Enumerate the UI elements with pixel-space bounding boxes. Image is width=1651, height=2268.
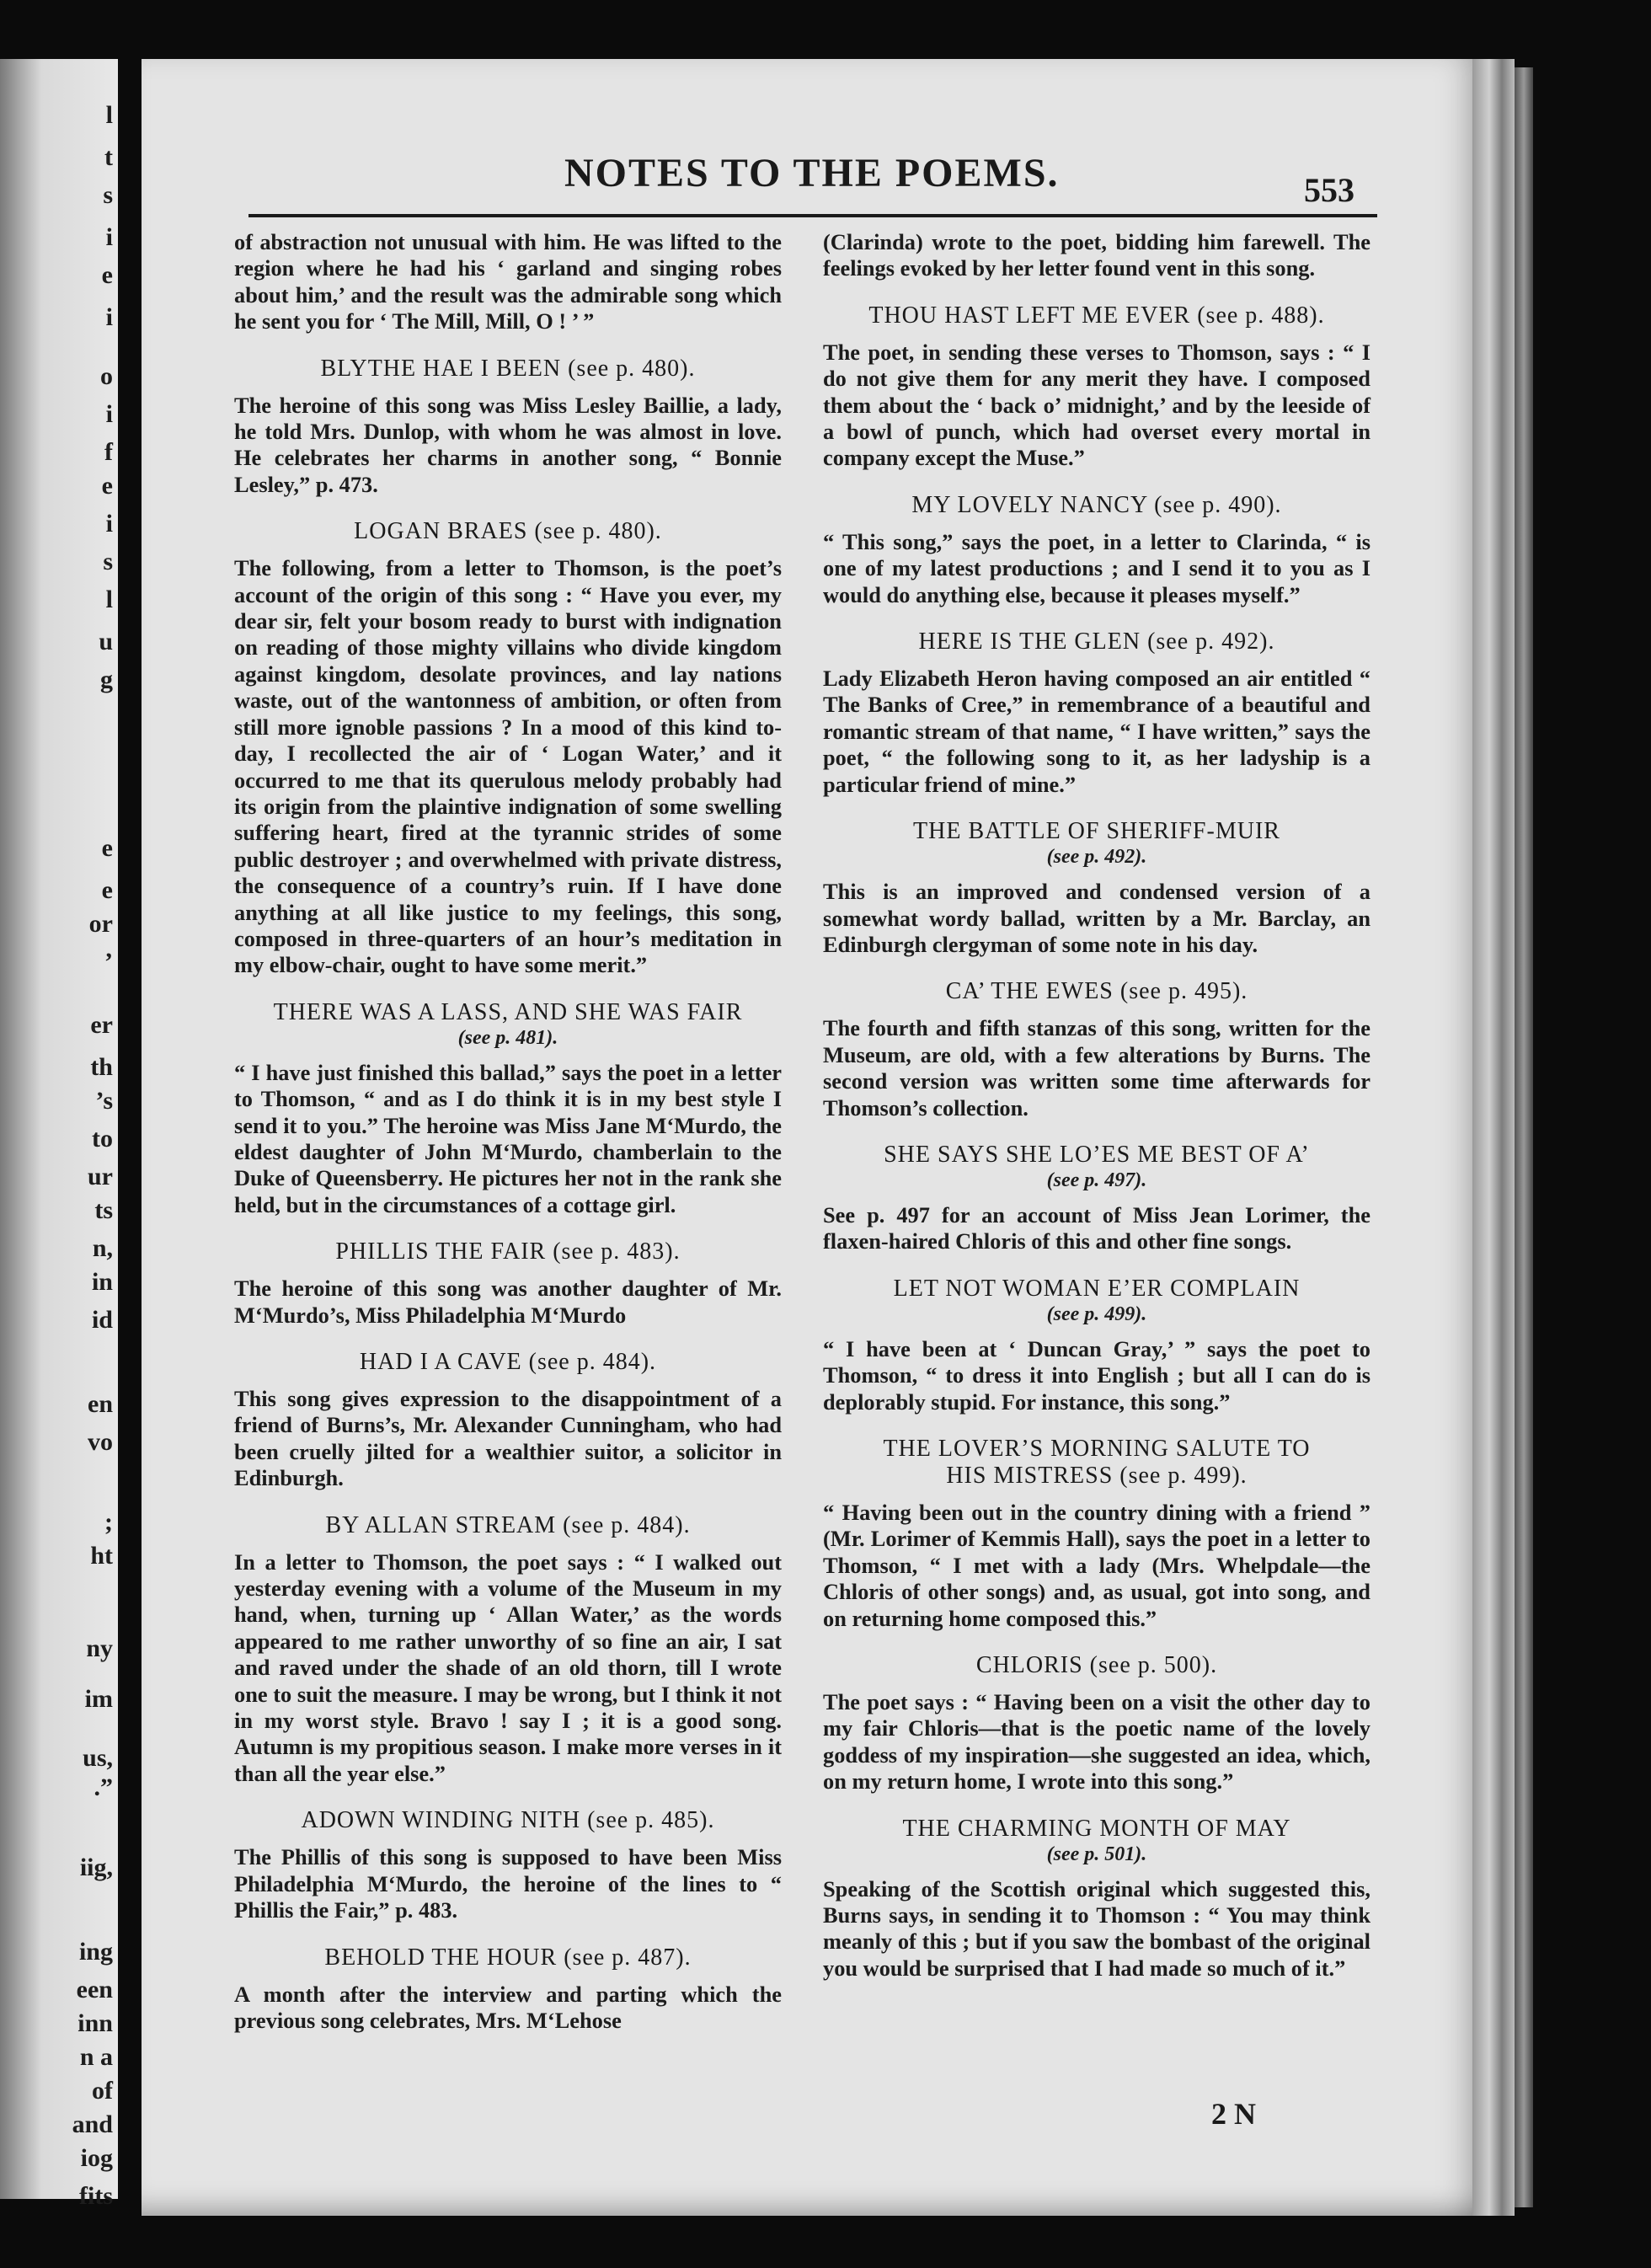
adjacent-page-fragment: im — [84, 1685, 113, 1713]
section-gap — [234, 1787, 782, 1807]
note-heading: LOGAN BRAES (see p. 480). — [354, 518, 662, 545]
adjacent-page-fragment: en — [88, 1390, 113, 1418]
section-gap — [823, 1255, 1370, 1276]
note-heading: THOU HAST LEFT ME EVER (see p. 488). — [868, 302, 1325, 329]
note-paragraph: The Phillis of this song is supposed to have been Miss Philadelphia M‘Murdo, the heroine of the lines to “ Phillis the Fair,” p. 483. — [234, 1844, 782, 1923]
note-paragraph: (Clarinda) wrote to the poet, bidding him farewell. The feelings evoked by her letter found vent in this song. — [823, 229, 1370, 281]
section-gap — [823, 1415, 1370, 1436]
section-gap — [234, 335, 782, 356]
note-heading: THE BATTLE OF SHERIFF-MUIR — [913, 818, 1280, 845]
adjacent-page-fragment: ing — [78, 1938, 113, 1966]
adjacent-page-fragment: s — [103, 548, 113, 575]
heading-gap — [234, 1265, 782, 1276]
note-paragraph: Speaking of the Scottish original which suggested this, Burns says, in sending it to Thomson : “ You may think meanly of this ; but if you saw the bombast of the original you would be surprised that I had made so much of it.” — [823, 1875, 1370, 1981]
heading-gap — [234, 1539, 782, 1549]
note-page-reference: (see p. 481). — [457, 1026, 558, 1049]
adjacent-page-fragment: i — [105, 303, 113, 331]
heading-gap — [823, 1866, 1370, 1876]
note-heading: HIS MISTRESS (see p. 499). — [946, 1462, 1248, 1489]
note-page-reference: (see p. 497). — [1046, 1169, 1147, 1191]
note-heading: CHLORIS (see p. 500). — [975, 1652, 1218, 1678]
heading-gap — [234, 382, 782, 393]
right-column — [823, 229, 1370, 1982]
note-heading: CA’ THE EWES (see p. 495). — [945, 978, 1248, 1005]
note-paragraph: A month after the interview and parting which the previous song celebrates, Mrs. M‘Lehose — [234, 1981, 782, 2033]
book-spine-shadow — [1515, 67, 1533, 2207]
note-heading: PHILLIS THE FAIR (see p. 483). — [335, 1238, 681, 1265]
heading-gap — [234, 1376, 782, 1386]
adjacent-page-fragment: and — [72, 2110, 113, 2138]
heading-gap — [823, 519, 1370, 529]
heading-gap — [823, 329, 1370, 340]
note-heading: LET NOT WOMAN E’ER COMPLAIN — [893, 1275, 1301, 1302]
adjacent-page-fragment: .” — [94, 1773, 113, 1801]
adjacent-page-fragment: ht — [90, 1542, 113, 1570]
adjacent-page-fragment: ’ — [104, 948, 113, 976]
section-gap — [823, 608, 1370, 629]
section-gap — [823, 1795, 1370, 1816]
adjacent-page-fragment: er — [90, 1011, 113, 1039]
note-paragraph: “ I have just finished this ballad,” says the poet in a letter to Thomson, “ and as I do think it is in my best style I send it to you.” The heroine was Miss Jane M‘Murdo, the eldest daughter of John M‘Murdo, chamberlain to the Duke of Queensberry. He pictures her not in the rank she held, but in the circumstances of a cottage girl. — [234, 1059, 782, 1217]
adjacent-page-fragment: ny — [86, 1634, 113, 1662]
adjacent-page-fragment: l — [105, 101, 113, 129]
note-heading: SHE SAYS SHE LO’ES ME BEST OF A’ — [884, 1141, 1310, 1168]
section-gap — [823, 472, 1370, 492]
adjacent-page-fragment: in — [91, 1268, 113, 1296]
adjacent-page-text — [0, 59, 118, 2210]
note-page-reference: (see p. 501). — [1046, 1843, 1147, 1865]
adjacent-page-fragment: e — [101, 834, 113, 862]
note-paragraph: This is an improved and condensed version of a somewhat wordy ballad, written by a Mr. Barclay, an Edinburgh clergyman of some note in his day. — [823, 879, 1370, 957]
note-heading: THERE WAS A LASS, AND SHE WAS FAIR — [273, 998, 743, 1025]
adjacent-page-fragment: ts — [94, 1196, 113, 1224]
adjacent-page-fragment: o — [100, 362, 113, 390]
note-heading: HERE IS THE GLEN (see p. 492). — [918, 629, 1275, 655]
heading-gap — [823, 655, 1370, 666]
section-gap — [234, 1329, 782, 1349]
page-edge — [1472, 59, 1515, 2216]
note-paragraph: The poet says : “ Having been on a visit the other day to my fair Chloris—that is the poetic name of the lovely goddess of my inspiration—she suggested an idea, which, on my return home, I wrote into this song.” — [823, 1689, 1370, 1795]
note-paragraph: “ I have been at ‘ Duncan Gray,’ ” says the poet to Thomson, “ to dress it into English ; but all I can do is deplorably stupid. For instance, this song.” — [823, 1335, 1370, 1415]
adjacent-page-fragment: or — [88, 910, 113, 938]
adjacent-page-fragment: to — [92, 1125, 113, 1153]
heading-gap — [823, 1005, 1370, 1015]
note-heading: THE CHARMING MONTH OF MAY — [902, 1815, 1291, 1842]
left-column — [234, 229, 782, 2034]
adjacent-page-fragment: s — [103, 181, 113, 209]
heading-gap — [823, 1679, 1370, 1689]
adjacent-page-fragment: vo — [88, 1428, 113, 1456]
note-paragraph: “ Having been out in the country dining with a friend ” (Mr. Lorimer of Kemmis Hall), says the poet in a letter to Thomson, “ I met with a lady (Mrs. Whelpdale—the Chloris of other songs) and, as usual, got into song, and on returning home composed this.” — [823, 1499, 1370, 1631]
adjacent-page-fragment: iig, — [79, 1853, 113, 1881]
running-head: NOTES TO THE POEMS. — [564, 151, 1060, 195]
note-heading: ADOWN WINDING NITH (see p. 485). — [301, 1807, 715, 1834]
adjacent-page-fragment: t — [104, 143, 113, 171]
adjacent-page-fragment: iog — [80, 2144, 113, 2172]
adjacent-page-fragment: inn — [77, 2009, 113, 2037]
adjacent-page-fragment: of — [92, 2077, 113, 2105]
note-paragraph: See p. 497 for an account of Miss Jean Lorimer, the flaxen-haired Chloris of this and other fine songs. — [823, 1201, 1370, 1254]
adjacent-page-fragment: fits — [79, 2182, 113, 2210]
heading-gap — [234, 545, 782, 555]
section-gap — [823, 1632, 1370, 1652]
heading-gap — [823, 1326, 1370, 1336]
page-number: 553 — [1304, 171, 1354, 209]
note-page-reference: (see p. 499). — [1046, 1302, 1147, 1325]
adjacent-page-fragment: id — [91, 1306, 113, 1334]
adjacent-page-fragment: e — [101, 472, 113, 500]
adjacent-page-fragment: i — [105, 400, 113, 428]
section-gap — [823, 958, 1370, 978]
adjacent-page-fragment: ur — [88, 1163, 113, 1190]
heading-gap — [234, 1834, 782, 1844]
adjacent-page-fragment: u — [99, 628, 113, 655]
adjacent-page-fragment: th — [90, 1053, 113, 1081]
adjacent-page-fragment: e — [101, 876, 113, 904]
note-paragraph: In a letter to Thomson, the poet says : “ I walked out yesterday evening with a volume of the Museum in my hand, when, turning up ‘ Allan Water,’ as the words appeared to me rather unworthy of so fine an air, I sat and raved under the shade of an old thorn, till I wrote one to suit the measure. I may be wrong, but I think it not in my worst style. Bravo ! say I ; it is a good song. Autumn is my propitious season. I make more verses in it than all the year else.” — [234, 1549, 782, 1786]
note-heading: BEHOLD THE HOUR (see p. 487). — [324, 1944, 692, 1971]
adjacent-page-fragment: i — [105, 223, 113, 251]
section-gap — [823, 798, 1370, 818]
header-rule — [248, 214, 1377, 217]
note-paragraph: “ This song,” says the poet, in a letter to Clarinda, “ is one of my latest productions ; and I send it to you as I would do anything else, because it pleases myself.” — [823, 528, 1370, 607]
adjacent-page-fragment: ; — [104, 1508, 113, 1536]
note-paragraph: The fourth and fifth stanzas of this song, written for the Museum, are old, with a few alterations by Burns. The second version was written some time afterwards for Thomson’s collection. — [823, 1015, 1370, 1121]
note-page-reference: (see p. 492). — [1046, 846, 1147, 869]
adjacent-page-fragment: f — [104, 438, 113, 466]
section-gap — [234, 979, 782, 999]
note-heading: MY LOVELY NANCY (see p. 490). — [911, 491, 1282, 518]
note-paragraph: The following, from a letter to Thomson, is the poet’s account of the origin of this song : “ Have you ever, my dear sir, felt your bosom ready to burst with indignation on reading of those mighty villains who divide kingdom against kingdom, desolate provinces, and lay nations waste, out of the wantonness of ambition, or often from still more ignoble passions ? In a mood of this kind to-day, I recollected the air of ‘ Logan Water,’ and it occurred to me that its querulous melody probably had its origin from the plaintive indignation of some swelling suffering heart, fired at the tyrannic strides of some public destroyer ; and overwhelmed with private distress, the consequence of a country’s ruin. If I have done anything at all like justice to my feelings, this song, composed in three-quarters of an hour’s meditation in my elbow-chair, ought to have some merit.” — [234, 555, 782, 978]
section-gap — [234, 1492, 782, 1512]
note-paragraph: The heroine of this song was Miss Lesley Baillie, a lady, he told Mrs. Dunlop, with whom he was almost in love. He celebrates her charms in another song, “ Bonnie Lesley,” p. 473. — [234, 392, 782, 497]
heading-gap — [823, 869, 1370, 879]
note-paragraph: The heroine of this song was another daughter of Mr. M‘Murdo’s, Miss Philadelphia M‘Murdo — [234, 1276, 782, 1328]
section-gap — [234, 1924, 782, 1944]
note-heading: THE LOVER’S MORNING SALUTE TO — [883, 1435, 1311, 1462]
note-paragraph: of abstraction not unusual with him. He was lifted to the region where he had his ‘ garland and singing robes about him,’ and the result was the admirable song which he sent you for ‘ The Mill, Mill, O ! ’ ” — [234, 229, 782, 334]
adjacent-page-fragment: n, — [92, 1234, 113, 1262]
heading-gap — [234, 1971, 782, 1982]
heading-gap — [823, 1192, 1370, 1202]
note-heading: HAD I A CAVE (see p. 484). — [359, 1349, 657, 1375]
signature-mark: 2 N — [1211, 2097, 1256, 2131]
adjacent-page-fragment: ’s — [95, 1087, 113, 1115]
section-gap — [234, 1218, 782, 1238]
note-paragraph: The poet, in sending these verses to Thomson, says : “ I do not give them for any merit they have. I composed them about the ‘ back o’ midnight,’ and by the leeside of a bowl of punch, which had overset every mortal in company except the Muse.” — [823, 339, 1370, 471]
note-paragraph: Lady Elizabeth Heron having composed an air entitled “ The Banks of Cree,” in remembrance of a beautiful and romantic stream of that name, “ I have written,” says the poet, “ the following song to it, as her ladyship is a particular friend of mine.” — [823, 666, 1370, 797]
adjacent-page-fragment: l — [105, 586, 113, 613]
section-gap — [234, 498, 782, 518]
heading-gap — [234, 1050, 782, 1060]
section-gap — [823, 282, 1370, 302]
section-gap — [823, 1121, 1370, 1142]
adjacent-page-fragment: g — [100, 666, 113, 693]
adjacent-page-fragment: i — [105, 510, 113, 538]
adjacent-page-fragment: us, — [83, 1744, 113, 1772]
note-paragraph: This song gives expression to the disappointment of a friend of Burns’s, Mr. Alexander Cunningham, who had been cruelly jilted for a wealthier suitor, a solicitor in Edinburgh. — [234, 1386, 782, 1491]
adjacent-page-fragment: een — [76, 1976, 113, 2003]
note-heading: BY ALLAN STREAM (see p. 484). — [325, 1511, 691, 1538]
note-heading: BLYTHE HAE I BEEN (see p. 480). — [320, 355, 696, 382]
heading-gap — [823, 1490, 1370, 1500]
adjacent-page-fragment: n a — [79, 2043, 113, 2071]
adjacent-page-fragment: e — [101, 261, 113, 289]
